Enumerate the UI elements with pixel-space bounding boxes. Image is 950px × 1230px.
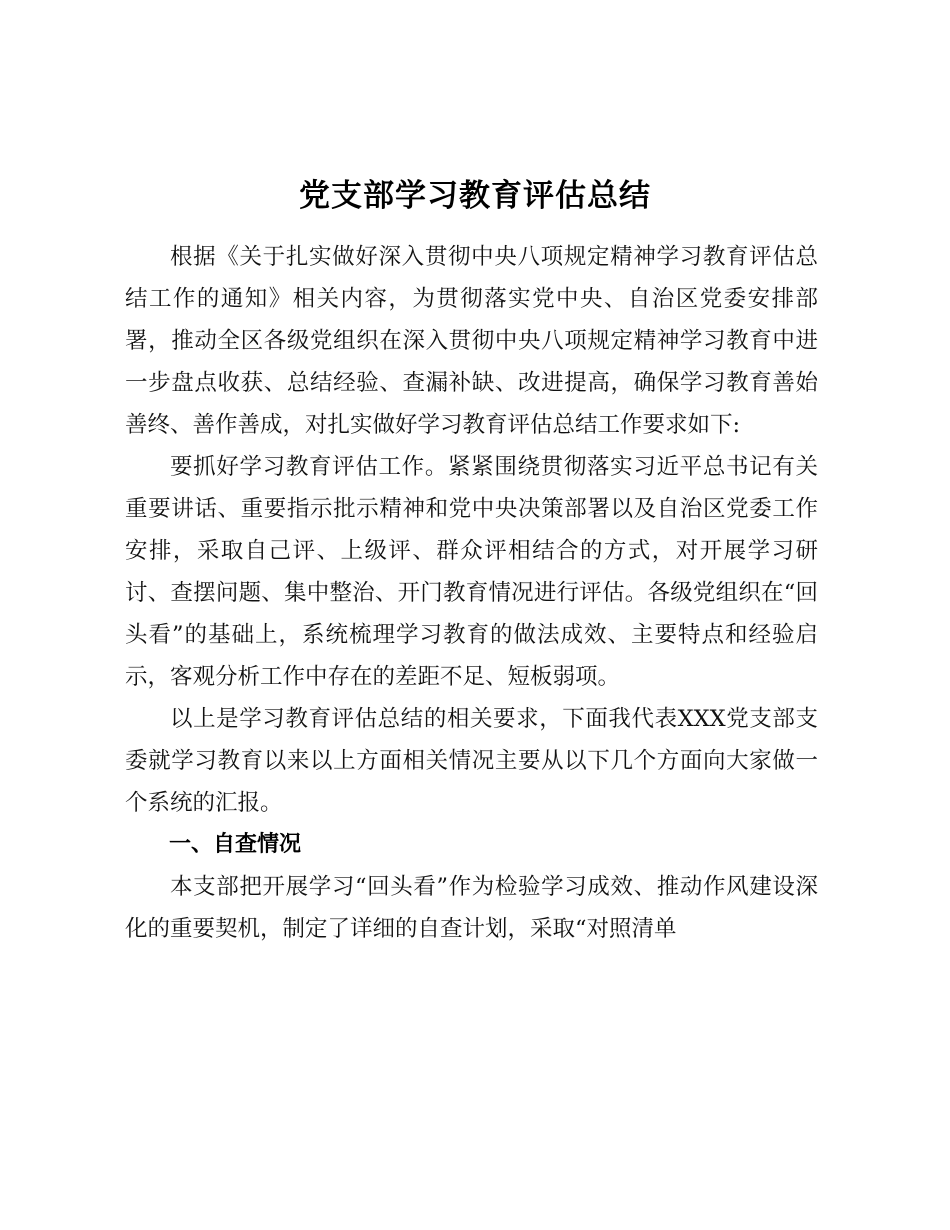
paragraph-notice-basis: 根据《关于扎实做好深入贯彻中央八项规定精神学习教育评估总结工作的通知》相关内容，为贯彻落实党中央、自治区党委安排部署，推动全区各级党组织在深入贯彻中央八项规定精神学习教育中进一步盘点收获、总结经验、查漏补缺、改进提高，确保学习教育善始善终、善作善成，对扎实做好学习教育评估总结工作要求如下:: [125, 244, 818, 438]
paragraph-report-intro: 以上是学习教育评估总结的相关要求，下面我代表XXX党支部支委就学习教育以来以上方面相关情况主要从以下几个方面向大家做一个系统的汇报。: [125, 706, 818, 816]
paragraph-evaluation-work: 要抓好学习教育评估工作。紧紧围绕贯彻落实习近平总书记有关重要讲话、重要指示批示精神和党中央决策部署以及自治区党委工作安排，采取自己评、上级评、群众评相结合的方式，对开展学习研讨、查摆问题、集中整治、开门教育情况进行评估。各级党组织在“回头看”的基础上，系统梳理学习教育的做法成效、主要特点和经验启示，客观分析工作中存在的差距不足、短板弱项。: [125, 454, 818, 690]
document-body: [125, 236, 818, 950]
section-heading-self-check: 一、自查情况: [169, 832, 302, 857]
paragraph-self-check: 本支部把开展学习“回头看”作为检验学习成效、推动作风建设深化的重要契机，制定了详细的自查计划，采取“对照清单: [125, 874, 818, 942]
document-title: 党支部学习教育评估总结: [299, 178, 651, 214]
